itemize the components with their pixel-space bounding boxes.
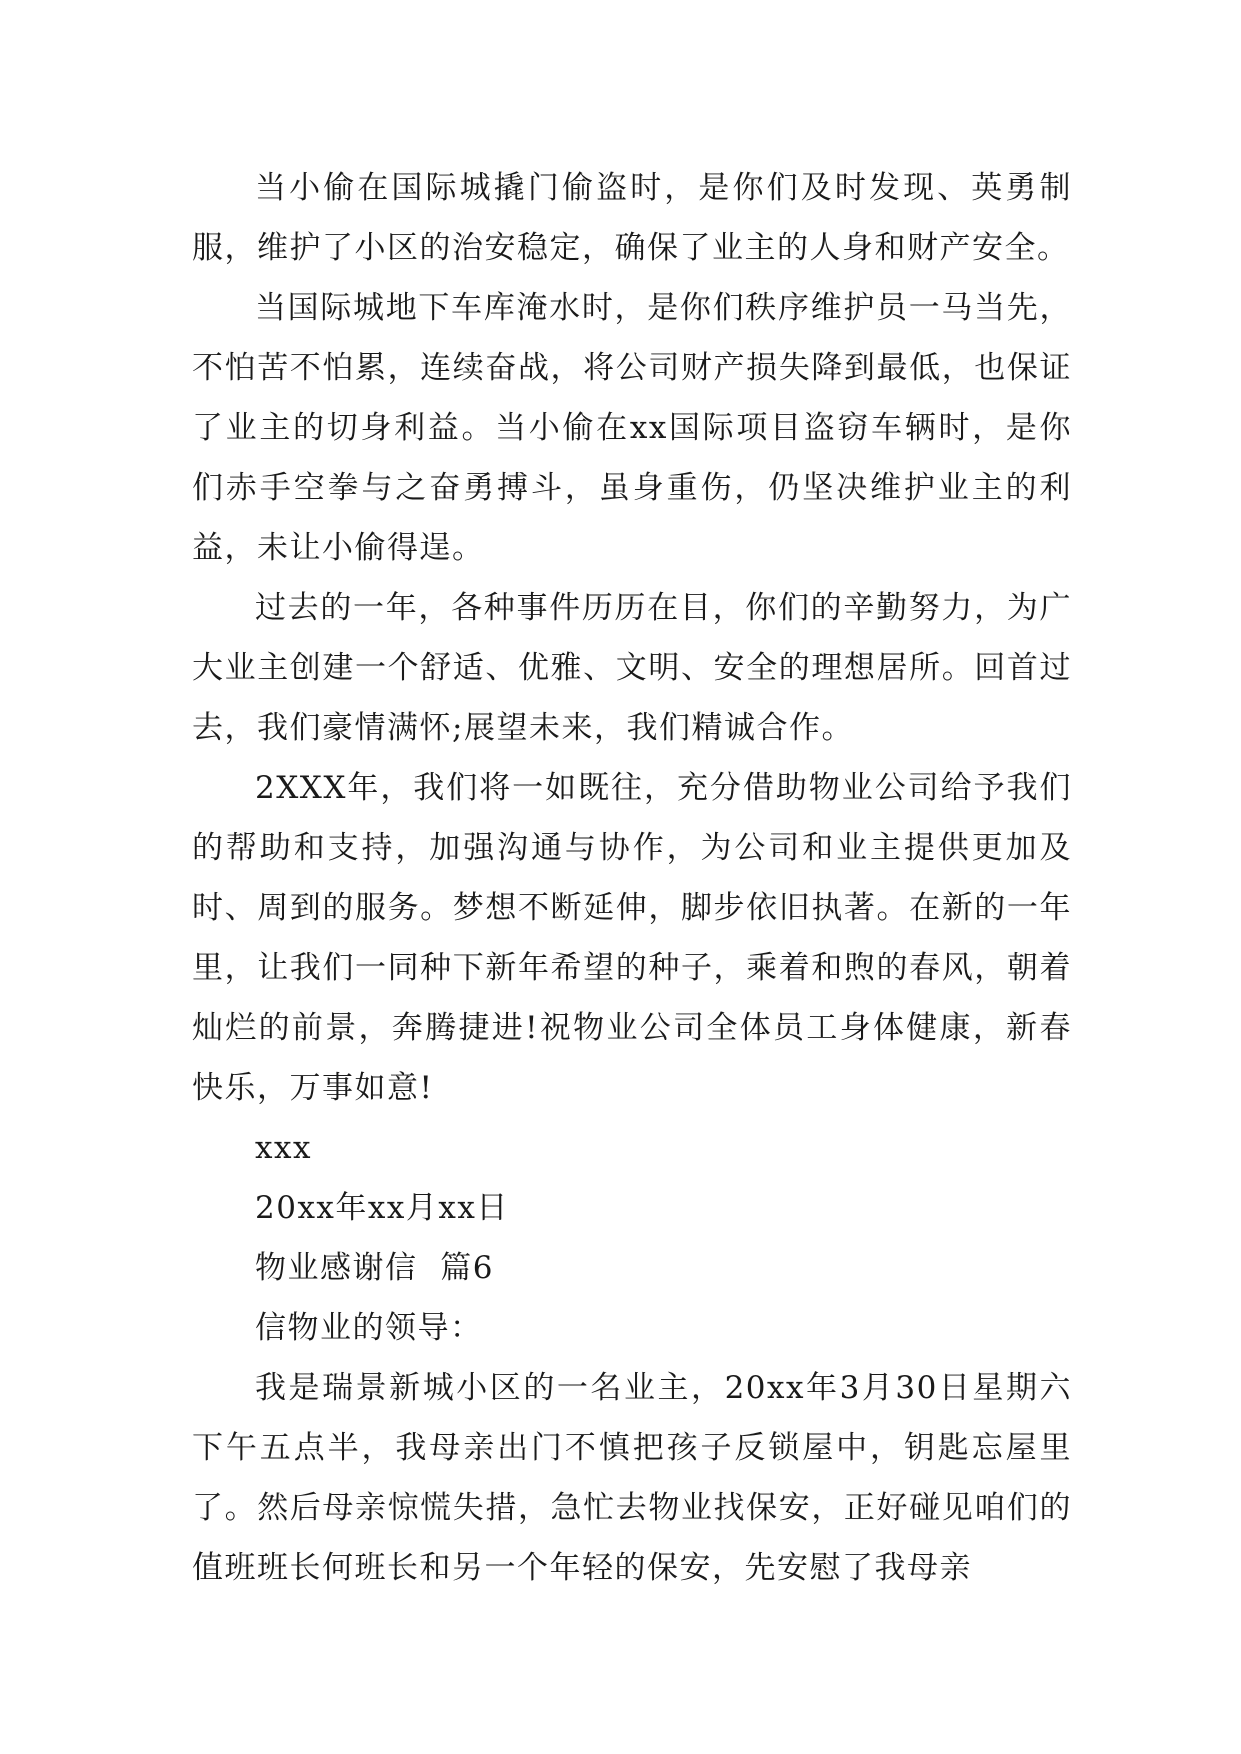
paragraph-2: 当国际城地下车库淹水时，是你们秩序维护员一马当先，不怕苦不怕累，连续奋战，将公司财产损失降到最低，也保证了业主的切身利益。当小偷在xx国际项目盗窃车辆时，是你们赤手空拳与之奋勇搏斗，虽身重伤，仍坚决维护业主的利益，未让小偷得逞。 <box>192 290 1072 566</box>
date: 20xx年xx月xx日 <box>255 1190 509 1226</box>
section-title: 物业感谢信 篇6 <box>255 1250 494 1286</box>
paragraph-5: 我是瑞景新城小区的一名业主，20xx年3月30日星期六下午五点半，我母亲出门不慎把孩子反锁屋中，钥匙忘屋里了。然后母亲惊慌失措，急忙去物业找保安，正好碰见咱们的值班班长何班长和另一个年轻的保安，先安慰了我母亲 <box>192 1370 1072 1586</box>
signature: xxx <box>255 1130 312 1166</box>
paragraph-1: 当小偷在国际城撬门偷盗时，是你们及时发现、英勇制服，维护了小区的治安稳定，确保了业主的人身和财产安全。 <box>192 170 1072 266</box>
paragraph-3: 过去的一年，各种事件历历在目，你们的辛勤努力，为广大业主创建一个舒适、优雅、文明、安全的理想居所。回首过去，我们豪情满怀;展望未来，我们精诚合作。 <box>192 590 1072 746</box>
salutation: 信物业的领导： <box>255 1310 483 1346</box>
paragraph-4: 2XXX年，我们将一如既往，充分借助物业公司给予我们的帮助和支持，加强沟通与协作，为公司和业主提供更加及时、周到的服务。梦想不断延伸，脚步依旧执著。在新的一年里，让我们一同种下新年希望的种子，乘着和煦的春风，朝着灿烂的前景，奔腾捷进!祝物业公司全体员工身体健康，新春快乐，万事如意! <box>192 770 1072 1106</box>
letter-body <box>192 158 1072 1598</box>
